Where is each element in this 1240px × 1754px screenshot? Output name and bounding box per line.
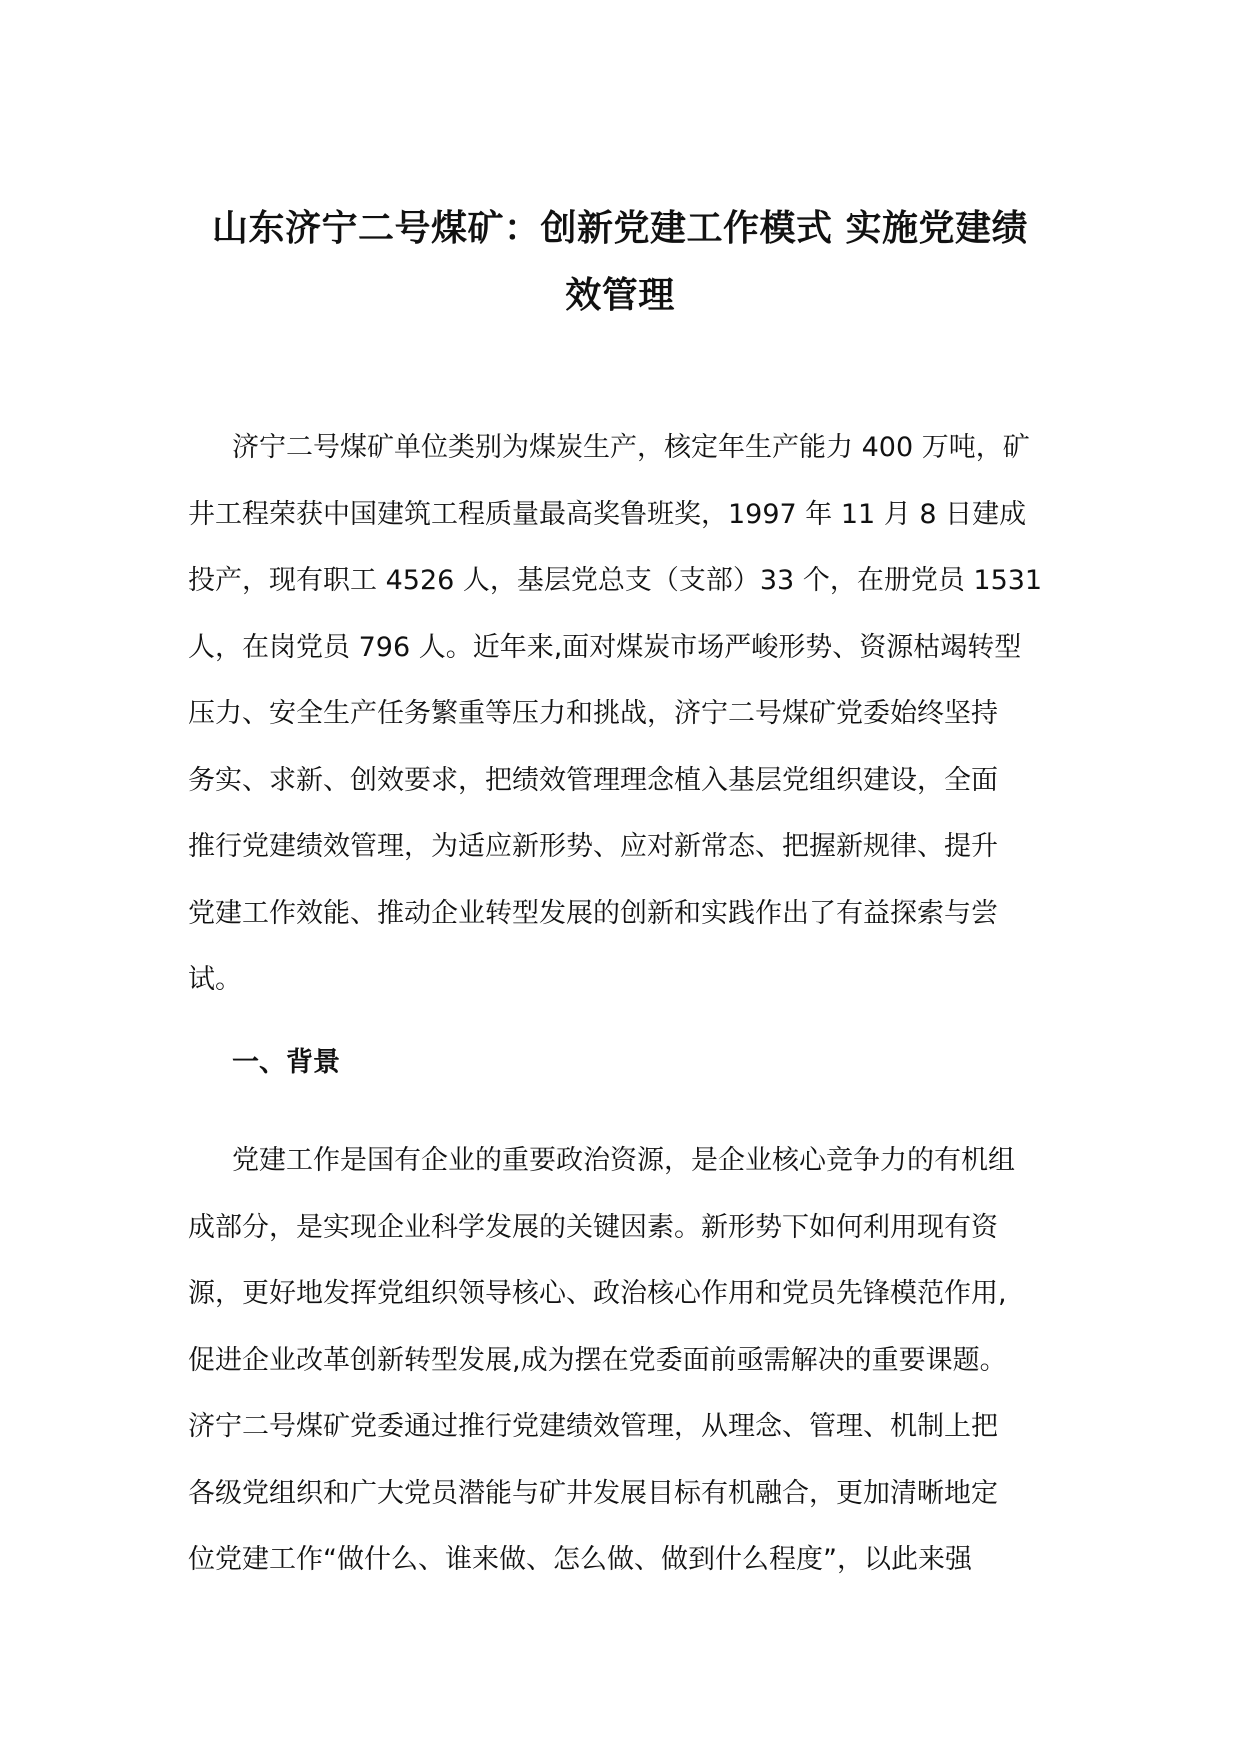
section-heading: 一、背景	[232, 1047, 340, 1078]
paragraph-line: 井工程荣获中国建筑工程质量最高奖鲁班奖，1997 年 11 月 8 日建成	[188, 498, 1027, 530]
paragraph-line: 源，更好地发挥党组织领导核心、政治核心作用和党员先锋模范作用,	[188, 1278, 1007, 1309]
paragraph-line: 投产，现有职工 4526 人，基层党总支（支部）33 个，在册党员 1531	[188, 565, 1043, 596]
paragraph-line: 试。	[188, 964, 242, 995]
paragraph-line: 压力、安全生产任务繁重等压力和挑战，济宁二号煤矿党委始终坚持	[188, 698, 998, 729]
paragraph-line: 党建工作是国有企业的重要政治资源，是企业核心竞争力的有机组	[232, 1145, 1015, 1176]
paragraph-line: 成部分，是实现企业科学发展的关键因素。新形势下如何利用现有资	[188, 1211, 998, 1243]
title-line: 山东济宁二号煤矿：创新党建工作模式 实施党建绩	[211, 208, 1029, 249]
document-title	[190, 195, 1050, 329]
paragraph-line: 位党建工作“做什么、谁来做、怎么做、做到什么程度”，以此来强	[188, 1544, 972, 1575]
intro-paragraph	[188, 415, 1042, 1014]
paragraph-line: 推行党建绩效管理，为适应新形势、应对新常态、把握新规律、提升	[188, 831, 998, 862]
paragraph-line: 务实、求新、创效要求，把绩效管理理念植入基层党组织建设，全面	[188, 764, 998, 796]
paragraph-line: 促进企业改革创新转型发展,成为摆在党委面前亟需解决的重要课题。	[188, 1344, 1007, 1376]
paragraph-line: 党建工作效能、推动企业转型发展的创新和实践作出了有益探索与尝	[188, 897, 998, 929]
paragraph-line: 济宁二号煤矿单位类别为煤炭生产，核定年生产能力 400 万吨，矿	[232, 432, 1030, 463]
paragraph-line: 济宁二号煤矿党委通过推行党建绩效管理，从理念、管理、机制上把	[188, 1411, 998, 1442]
paragraph-line: 各级党组织和广大党员潜能与矿井发展目标有机融合，更加清晰地定	[188, 1477, 998, 1509]
paragraph-line: 人，在岗党员 796 人。近年来,面对煤炭市场严峻形势、资源枯竭转型	[188, 631, 1022, 663]
background-paragraph	[188, 1128, 1015, 1594]
title-line: 效管理	[565, 275, 675, 316]
